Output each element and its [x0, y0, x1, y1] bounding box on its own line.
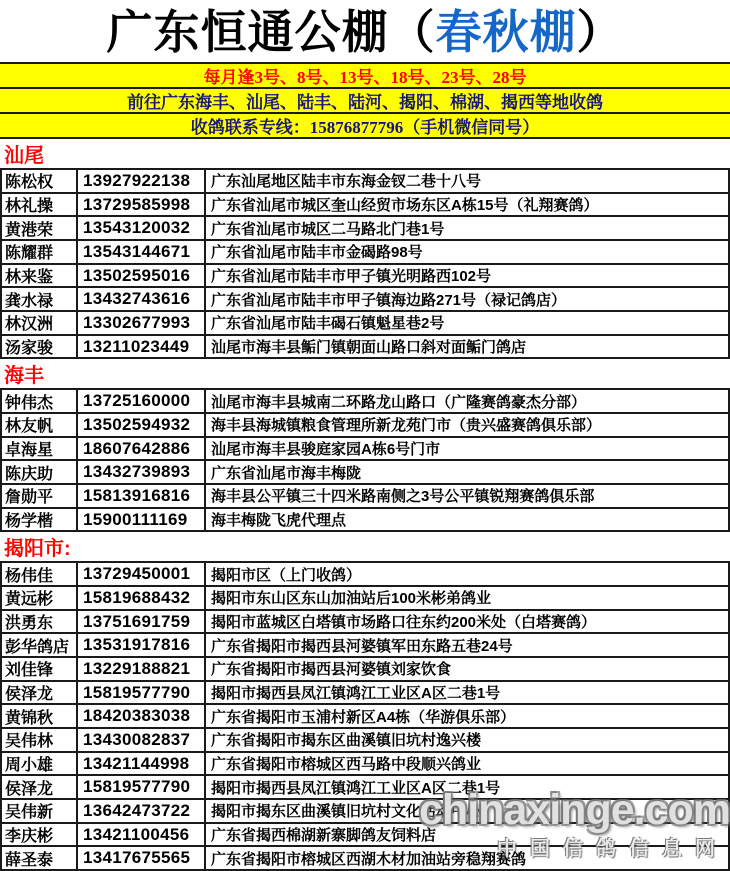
contact-phone: 13229188821: [78, 658, 206, 680]
contact-address: 揭阳市揭东区曲溪镇旧坑村文化活动中心: [211, 803, 482, 821]
contact-row: [0, 336, 730, 360]
contact-address: 广东省汕尾市陆丰市甲子镇海边路271号（禄记鸽店）: [211, 291, 567, 309]
contact-phone: 13432739893: [78, 461, 206, 483]
page-title: [0, 0, 730, 62]
watermark-domain-text: chinaxinge.com: [419, 786, 730, 834]
contact-name: 彭华鸽店: [2, 634, 78, 656]
contact-phone: 13543120032: [78, 217, 206, 239]
contact-phone: 13531917816: [78, 634, 206, 656]
contact-phone: 15819577790: [78, 682, 206, 704]
contact-name: 侯泽龙: [2, 682, 78, 704]
contact-row: [0, 461, 730, 485]
contact-address: 海丰梅陇飞虎代理点: [211, 512, 347, 530]
contact-phone: 18420383038: [78, 705, 206, 727]
contact-name: 黄远彬: [2, 587, 78, 609]
contact-phone: 18607642886: [78, 438, 206, 460]
contact-address: 广东省揭阳市榕城区西湖木材加油站旁稳翔赛鸽: [211, 850, 527, 868]
contact-address: 揭阳市蓝城区白塔镇市场路口往东约200米处（白塔赛鸽）: [211, 614, 597, 632]
contact-row: [0, 388, 730, 414]
contact-phone: 13927922138: [78, 170, 206, 192]
contact-phone: 13729450001: [78, 563, 206, 585]
contact-address: 广东汕尾地区陆丰市东海金钗二巷十八号: [211, 173, 482, 191]
contact-name: 陈耀群: [2, 241, 78, 263]
contact-phone: 13751691759: [78, 611, 206, 633]
contact-name: 林汉洲: [2, 312, 78, 334]
contact-row: [0, 485, 730, 509]
contact-row: [0, 824, 730, 848]
contact-name: 林来鉴: [2, 265, 78, 287]
title-highlight: 春秋棚: [435, 7, 577, 58]
contact-phone: 15813916816: [78, 485, 206, 507]
contact-address: 广东省汕尾市城区奎山经贸市场东区A栋15号（礼翔赛鸽）: [211, 197, 599, 214]
contact-name: 周小雄: [2, 753, 78, 775]
section-header: 海丰: [0, 359, 730, 388]
contact-address: 广东省揭阳市揭西县河婆镇刘家饮食: [211, 661, 452, 679]
contact-row: [0, 705, 730, 729]
contact-name: 林友帆: [2, 414, 78, 436]
contact-row: [0, 776, 730, 800]
contact-address: 汕尾市海丰县骏庭家园A栋6号门市: [211, 441, 441, 459]
contact-address: 揭阳市东山区东山加油站后100米彬弟鸽业: [211, 590, 492, 608]
contact-row: [0, 587, 730, 611]
contact-phone: 13417675565: [78, 847, 206, 869]
contact-name: 洪勇东: [2, 611, 78, 633]
contact-address: 广东省揭阳市榕城区西马路中段顺兴鸽业: [211, 756, 482, 774]
contact-phone: 13543144671: [78, 241, 206, 263]
contact-row: [0, 414, 730, 438]
contact-phone: 13430082837: [78, 729, 206, 751]
contact-row: [0, 682, 730, 706]
contact-row: [0, 753, 730, 777]
contact-address: 广东省揭阳市揭西县河婆镇军田东路五巷24号: [211, 637, 513, 655]
contact-name: 陈庆助: [2, 461, 78, 483]
contact-name: 陈松权: [2, 170, 78, 192]
contact-name: 林礼操: [2, 194, 78, 216]
contact-phone: 13421100456: [78, 824, 206, 846]
contact-address: 海丰县公平镇三十四米路南侧之3号公平镇锐翔赛鸽俱乐部: [211, 488, 595, 506]
contact-address: 广东省汕尾市陆丰市甲子镇光明路西102号: [211, 268, 492, 286]
contact-address: 揭阳市区（上门收鸽）: [211, 566, 362, 584]
contacts-table: [0, 139, 730, 871]
contact-phone: 13421144998: [78, 753, 206, 775]
contact-row: [0, 847, 730, 871]
contact-row: [0, 241, 730, 265]
section-header: 汕尾: [0, 139, 730, 168]
contact-name: 黄锦秋: [2, 705, 78, 727]
contact-phone: 15819577790: [78, 776, 206, 798]
contact-name: 侯泽龙: [2, 776, 78, 798]
watermark-chinese-text: 中国信鸽信息网: [497, 838, 728, 860]
contact-phone: 13502595016: [78, 265, 206, 287]
notice-bars: [0, 62, 730, 139]
title-prefix: 广东恒通公棚（: [106, 7, 436, 58]
contact-address: 汕尾市海丰县鲘门镇朝面山路口斜对面鲘门鸽店: [211, 339, 527, 357]
contact-address: 广东省揭阳市玉浦村新区A4栋（华游俱乐部）: [211, 708, 516, 726]
contact-name: 刘佳锋: [2, 658, 78, 680]
contact-phone: 13302677993: [78, 312, 206, 334]
contact-row: [0, 312, 730, 336]
contact-address: 广东省汕尾市海丰梅陇: [211, 464, 362, 482]
contact-row: [0, 658, 730, 682]
contact-address: 揭阳市揭西县凤江镇鸿江工业区A区二巷1号: [211, 685, 501, 703]
contact-row: [0, 634, 730, 658]
contact-name: 钟伟杰: [2, 390, 78, 412]
contact-address: 汕尾市海丰县城南二环路龙山路口（广隆赛鸽豪杰分部）: [211, 393, 587, 411]
contact-phone: 15819688432: [78, 587, 206, 609]
contact-address: 广东省揭西棉湖新寨脚鸽友饲料店: [211, 827, 437, 845]
contact-row: [0, 194, 730, 218]
contact-name: 杨伟佳: [2, 563, 78, 585]
contact-address: 广东省汕尾市陆丰碣石镇魁星巷2号: [211, 315, 445, 333]
contact-name: 龚水禄: [2, 288, 78, 310]
contact-row: [0, 800, 730, 824]
contact-phone: 13729585998: [78, 194, 206, 216]
notice-hotline: 收鸽联系专线：15876877796（手机微信同号）: [0, 114, 730, 139]
contact-name: 詹勋平: [2, 485, 78, 507]
contact-address: 揭阳市揭西县凤江镇鸿江工业区A区二巷1号: [211, 779, 501, 797]
contact-row: [0, 611, 730, 635]
contact-name: 李庆彬: [2, 824, 78, 846]
contact-row: [0, 168, 730, 194]
contact-row: [0, 729, 730, 753]
contact-phone: 13432743616: [78, 288, 206, 310]
notice-collection-areas: 前往广东海丰、汕尾、陆丰、陆河、揭阳、棉湖、揭西等地收鸽: [0, 89, 730, 114]
contact-address: 广东省汕尾市城区二马路北门巷1号: [211, 220, 445, 238]
contact-name: 薛圣泰: [2, 847, 78, 869]
contact-name: 吴伟林: [2, 729, 78, 751]
contact-address: 广东省汕尾市陆丰市金碣路98号: [211, 244, 423, 262]
contact-name: 汤家骏: [2, 336, 78, 358]
contact-address: 海丰县海城镇粮食管理所新龙苑门市（贵兴盛赛鸽俱乐部）: [211, 417, 602, 435]
contact-phone: 13725160000: [78, 390, 206, 412]
contact-phone: 15900111169: [78, 509, 206, 531]
notice-collection-dates: 每月逢3号、8号、13号、18号、23号、28号: [0, 64, 730, 89]
contact-name: 杨学楷: [2, 509, 78, 531]
contact-row: [0, 288, 730, 312]
contact-name: 卓海星: [2, 438, 78, 460]
contact-row: [0, 265, 730, 289]
contact-row: [0, 509, 730, 533]
contact-row: [0, 561, 730, 587]
contact-row: [0, 217, 730, 241]
contact-name: 黄港荣: [2, 217, 78, 239]
contact-address: 广东省揭阳市揭东区曲溪镇旧坑村逸兴楼: [211, 732, 482, 750]
contact-name: 吴伟新: [2, 800, 78, 822]
contact-phone: 13211023449: [78, 336, 206, 358]
contact-phone: 13642473722: [78, 800, 206, 822]
section-header: 揭阳市:: [0, 532, 730, 561]
contact-phone: 13502594932: [78, 414, 206, 436]
title-suffix: ）: [576, 7, 624, 58]
contact-row: [0, 438, 730, 462]
